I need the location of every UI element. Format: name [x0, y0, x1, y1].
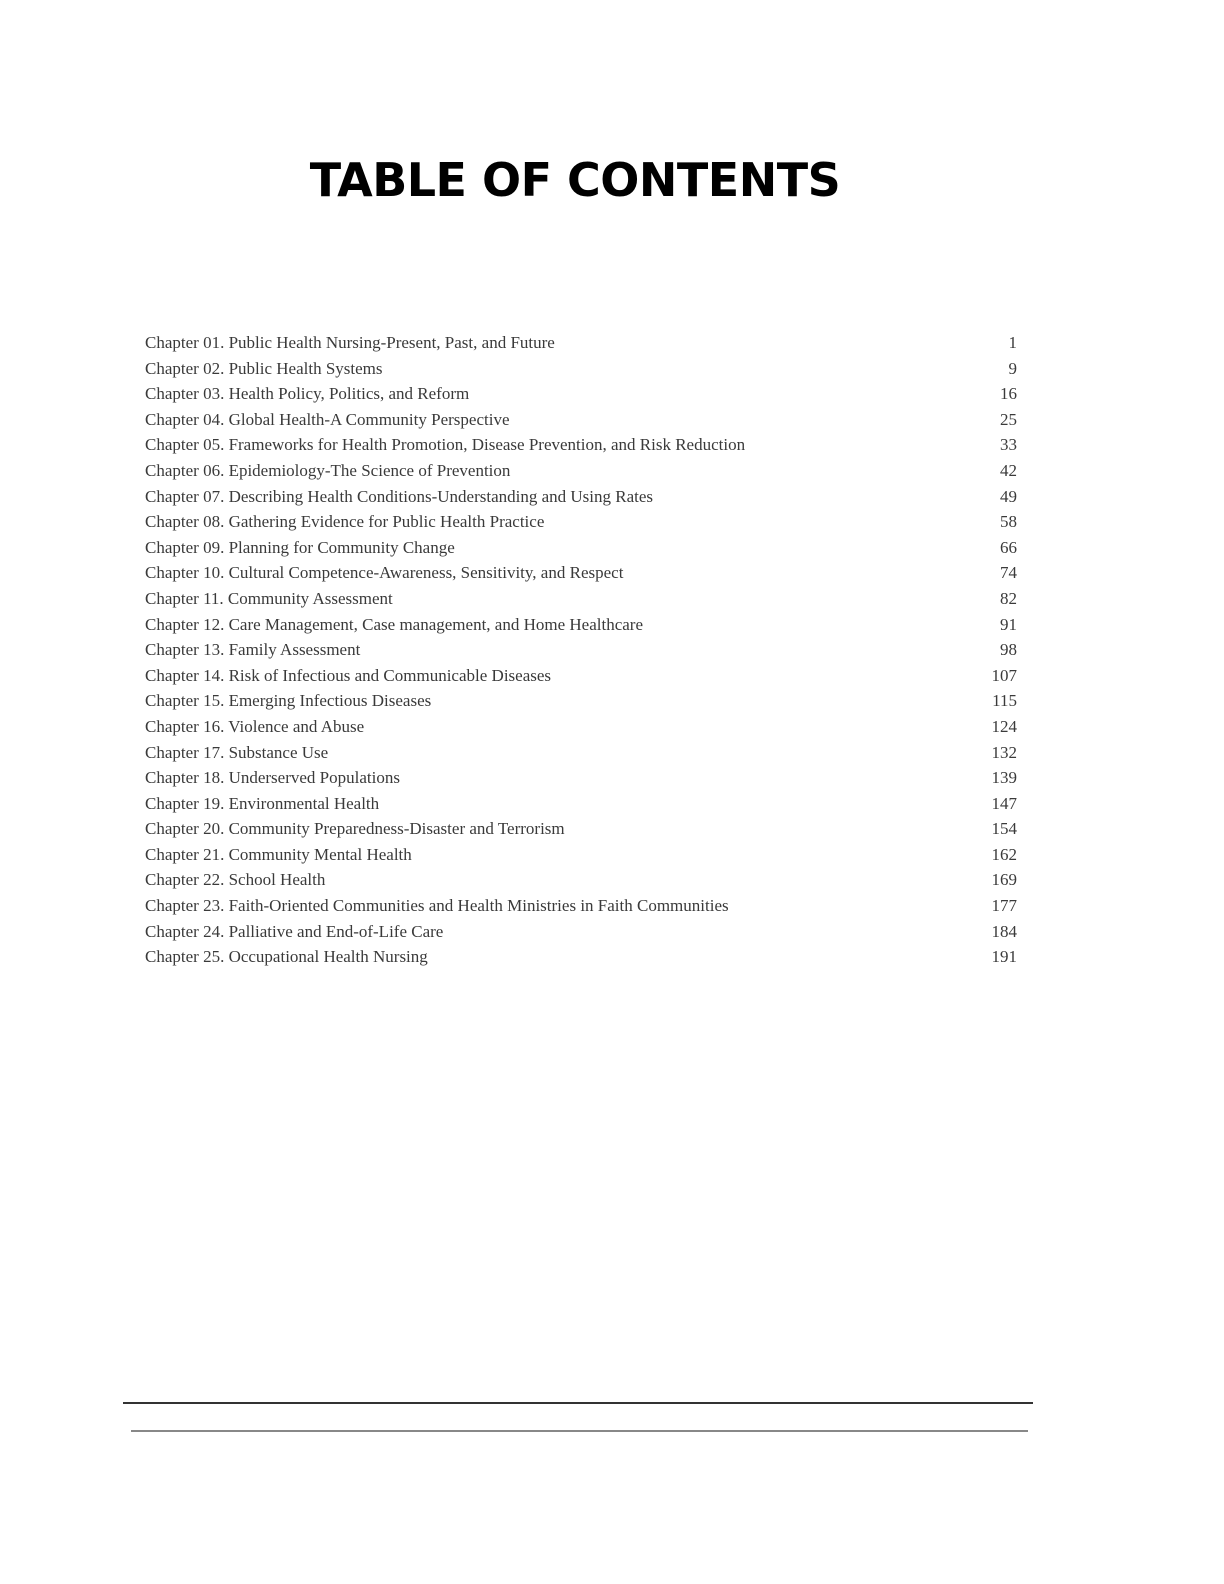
- toc-entry-page-number: 91: [1000, 614, 1017, 634]
- toc-entry-page-number: 115: [992, 691, 1017, 711]
- toc-entry-label: Chapter 03. Health Policy, Politics, and Reform: [145, 384, 470, 404]
- toc-entry-page-number: 1: [1008, 333, 1017, 352]
- toc-entry: [145, 461, 1017, 487]
- toc-entry: [145, 717, 1017, 743]
- toc-entry-page-number: 74: [1000, 563, 1017, 583]
- toc-entry-page-number: 184: [991, 921, 1017, 941]
- toc-entry: [145, 435, 1017, 461]
- toc-entry: [145, 384, 1017, 410]
- toc-entry-label: Chapter 10. Cultural Competence-Awareness, Sensitivity, and Respect: [145, 563, 624, 583]
- toc-entry-label: Chapter 07. Describing Health Conditions-Understanding and Using Rates: [145, 486, 654, 506]
- toc-entry: [145, 845, 1017, 871]
- toc-entry: [145, 743, 1017, 769]
- toc-entry-label: Chapter 06. Epidemiology-The Science of Prevention: [145, 460, 511, 480]
- toc-entry-page-number: 169: [991, 870, 1017, 890]
- toc-entry: [145, 410, 1017, 436]
- toc-entry: [145, 538, 1017, 564]
- toc-entry-label: Chapter 18. Underserved Populations: [145, 768, 400, 788]
- toc-entry-page-number: 9: [1008, 358, 1017, 378]
- toc-entry-label: Chapter 17. Substance Use: [145, 742, 329, 762]
- toc-entry-label: Chapter 04. Global Health-A Community Perspective: [145, 409, 510, 429]
- toc-entry-label: Chapter 01. Public Health Nursing-Present, Past, and Future: [145, 333, 555, 352]
- toc-entry-page-number: 124: [991, 716, 1017, 736]
- toc-entry: [145, 333, 1017, 359]
- toc-entry: [145, 794, 1017, 820]
- toc-entry: [145, 512, 1017, 538]
- toc-entry-page-number: 132: [991, 742, 1017, 762]
- toc-entry-label: Chapter 15. Emerging Infectious Diseases: [145, 691, 432, 711]
- toc-entry-label: Chapter 16. Violence and Abuse: [145, 716, 365, 736]
- toc-entry-page-number: 16: [1000, 384, 1017, 404]
- toc-entry-label: Chapter 19. Environmental Health: [145, 793, 380, 813]
- toc-entry-page-number: 49: [1000, 486, 1017, 506]
- toc-entry-label: Chapter 14. Risk of Infectious and Communicable Diseases: [145, 665, 552, 685]
- toc-entry: [145, 691, 1017, 717]
- toc-entry: [145, 870, 1017, 896]
- toc-entry-label: Chapter 13. Family Assessment: [145, 640, 361, 660]
- toc-entry: [145, 359, 1017, 385]
- toc-entry-label: Chapter 24. Palliative and End-of-Life Care: [145, 921, 444, 941]
- footer-rule-bottom: [131, 1430, 1028, 1432]
- toc-entry-label: Chapter 25. Occupational Health Nursing: [145, 947, 428, 967]
- toc-entry: [145, 666, 1017, 692]
- toc-entry: [145, 487, 1017, 513]
- toc-entry-page-number: 25: [1000, 409, 1017, 429]
- toc-entry-page-number: 191: [991, 947, 1017, 967]
- toc-entry-label: Chapter 05. Frameworks for Health Promotion, Disease Prevention, and Risk Reduction: [145, 435, 746, 455]
- toc-entry-label: Chapter 22. School Health: [145, 870, 326, 890]
- toc-entry: [145, 947, 1017, 973]
- toc-entry-label: Chapter 20. Community Preparedness-Disaster and Terrorism: [145, 819, 565, 839]
- toc-entry: [145, 768, 1017, 794]
- toc-entry-label: Chapter 12. Care Management, Case management, and Home Healthcare: [145, 614, 643, 634]
- toc-entry-page-number: 162: [991, 844, 1017, 864]
- toc-entry: [145, 615, 1017, 641]
- toc-entry-page-number: 42: [1000, 460, 1017, 480]
- toc-entry-label: Chapter 02. Public Health Systems: [145, 358, 383, 378]
- toc-entry: [145, 819, 1017, 845]
- toc-entry-page-number: 139: [991, 768, 1017, 788]
- toc-entry: [145, 922, 1017, 948]
- toc-entry-page-number: 147: [991, 793, 1017, 813]
- toc-entry-page-number: 177: [991, 896, 1017, 916]
- toc-entry-label: Chapter 09. Planning for Community Change: [145, 537, 455, 557]
- footer-rule-top: [123, 1402, 1033, 1404]
- toc-entry-page-number: 58: [1000, 512, 1017, 532]
- page-title: TABLE OF CONTENTS: [309, 153, 841, 207]
- toc-entry-page-number: 154: [991, 819, 1017, 839]
- toc-entry: [145, 640, 1017, 666]
- toc-entry-page-number: 33: [1000, 435, 1017, 455]
- toc-entry: [145, 563, 1017, 589]
- toc-list: [145, 333, 1017, 973]
- toc-entry-page-number: 98: [1000, 640, 1017, 660]
- toc-entry-label: Chapter 23. Faith-Oriented Communities and Health Ministries in Faith Communities: [145, 896, 729, 916]
- toc-entry: [145, 589, 1017, 615]
- toc-entry-page-number: 82: [1000, 588, 1017, 608]
- toc-entry-label: Chapter 08. Gathering Evidence for Public Health Practice: [145, 512, 545, 532]
- toc-entry-label: Chapter 21. Community Mental Health: [145, 844, 412, 864]
- toc-entry-label: Chapter 11. Community Assessment: [145, 588, 393, 608]
- toc-entry-page-number: 107: [991, 665, 1017, 685]
- toc-entry-page-number: 66: [1000, 537, 1017, 557]
- toc-entry: [145, 896, 1017, 922]
